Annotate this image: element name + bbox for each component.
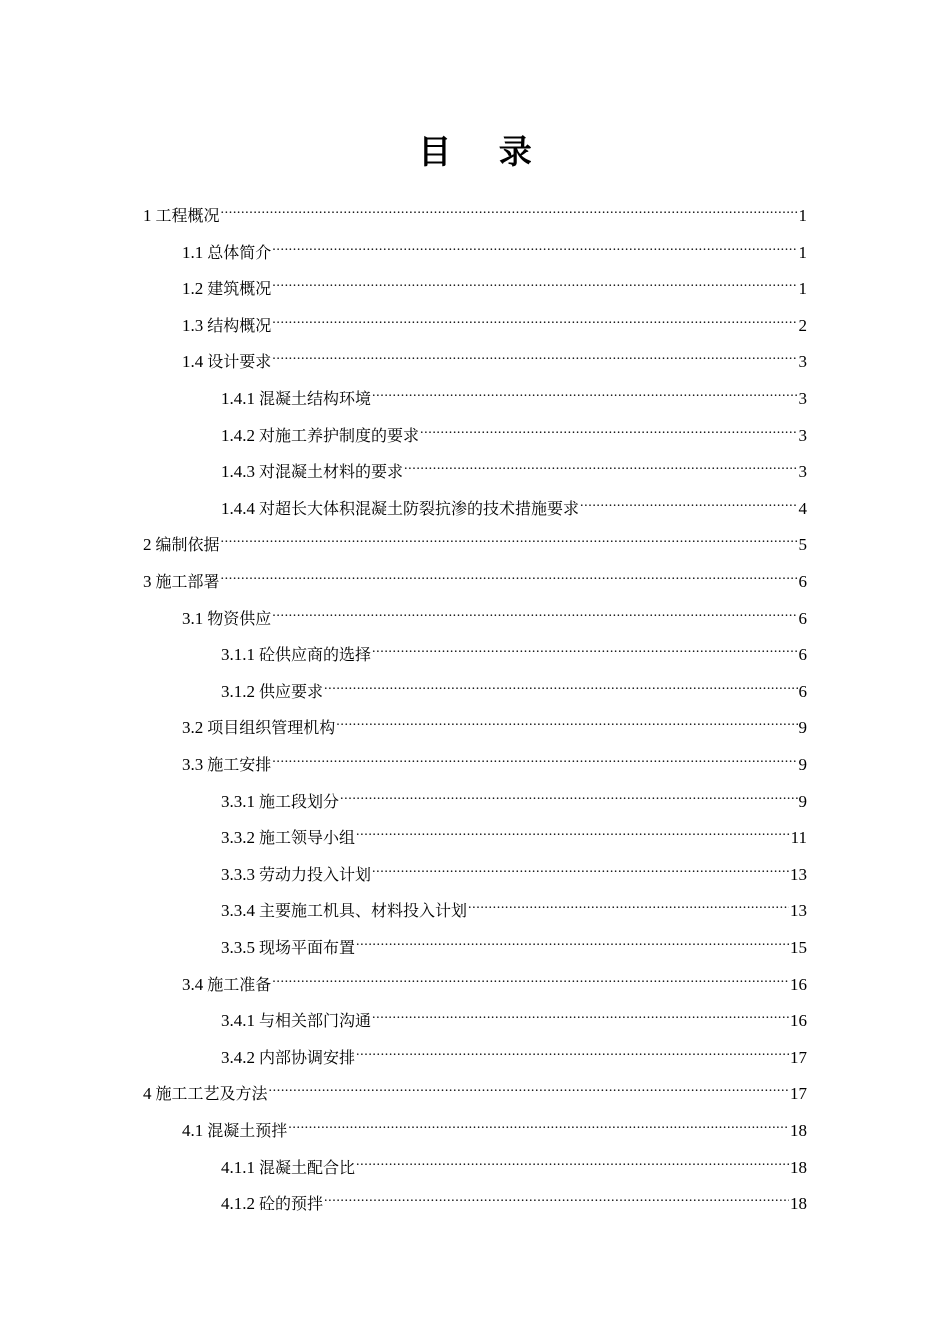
toc-entry-number: 4.1.1 xyxy=(221,1157,255,1177)
toc-entry[interactable] xyxy=(221,781,807,811)
toc-entry-number: 4.1.2 xyxy=(221,1194,255,1214)
toc-entry-number: 1.3 xyxy=(182,315,204,335)
toc-entry-title: 施工安排 xyxy=(207,755,272,774)
toc-entry-title: 施工准备 xyxy=(207,974,272,994)
toc-entry[interactable] xyxy=(182,232,807,262)
toc-entry-number: 3.1.2 xyxy=(221,681,255,701)
toc-entry[interactable] xyxy=(221,1147,807,1177)
toc-entry-number: 1.4.4 xyxy=(221,498,255,518)
toc-entry[interactable] xyxy=(182,268,807,299)
toc-entry-page-number: 16 xyxy=(790,1011,807,1031)
toc-entry[interactable] xyxy=(221,671,807,701)
dot-leader xyxy=(356,1147,789,1173)
toc-entry-page-number: 5 xyxy=(798,535,807,555)
dot-leader xyxy=(372,378,797,404)
toc-entry-page-number: 17 xyxy=(790,1084,807,1104)
dot-leader xyxy=(288,1110,789,1136)
dot-leader xyxy=(272,598,797,624)
toc-entry-number: 3.3 xyxy=(182,755,204,774)
toc-entry-title: 施工段划分 xyxy=(259,791,340,811)
dot-leader xyxy=(372,1000,789,1026)
toc-entry-page-number: 6 xyxy=(798,572,807,591)
dot-leader xyxy=(356,817,790,843)
page-title: 目 录 xyxy=(418,132,550,171)
toc-entry[interactable] xyxy=(221,927,807,957)
toc-entry-page-number: 3 xyxy=(798,389,807,408)
toc-entry-title: 编制依据 xyxy=(155,535,220,555)
toc-entry-page-number: 13 xyxy=(790,901,807,921)
toc-entry-title: 与相关部门沟通 xyxy=(259,1011,372,1031)
toc-entry-title: 现场平面布置 xyxy=(259,938,356,957)
toc-entry-page-number: 3 xyxy=(798,352,807,372)
toc-entry-page-number: 1 xyxy=(798,206,807,225)
dot-leader xyxy=(404,451,797,477)
toc-entry[interactable] xyxy=(221,1000,807,1031)
toc-entry[interactable] xyxy=(221,1183,807,1214)
dot-leader xyxy=(272,305,797,331)
toc-entry-title: 设计要求 xyxy=(207,352,272,372)
toc-entry-title: 项目组织管理机构 xyxy=(207,718,336,738)
toc-entry-number: 3 xyxy=(143,572,152,591)
dot-leader xyxy=(356,927,789,953)
toc-entry-title: 对混凝土材料的要求 xyxy=(259,462,404,482)
toc-entry-page-number: 18 xyxy=(790,1194,807,1214)
toc-entry-page-number: 6 xyxy=(798,645,807,665)
dot-leader xyxy=(324,671,797,697)
dot-leader xyxy=(420,415,797,441)
toc-entry[interactable] xyxy=(221,378,807,408)
toc-entry-page-number: 18 xyxy=(790,1121,807,1140)
toc-entry-page-number: 9 xyxy=(798,755,807,774)
toc-entry-title: 施工领导小组 xyxy=(259,828,356,848)
toc-entry-number: 3.3.2 xyxy=(221,828,255,848)
toc-entry-page-number: 13 xyxy=(790,864,807,884)
toc-entry-title: 物资供应 xyxy=(207,608,272,628)
toc-entry[interactable] xyxy=(221,415,807,445)
toc-entry-page-number: 9 xyxy=(798,791,807,811)
toc-entry-number: 4 xyxy=(143,1084,152,1104)
toc-entry-number: 3.4.2 xyxy=(221,1047,255,1067)
toc-entry-page-number: 6 xyxy=(798,681,807,701)
dot-leader xyxy=(272,744,797,770)
dot-leader xyxy=(336,707,797,733)
toc-entry-title: 混凝土配合比 xyxy=(259,1157,356,1177)
toc-entry-page-number: 3 xyxy=(798,425,807,445)
toc-entry-page-number: 18 xyxy=(790,1157,807,1177)
toc-entry-number: 1.1 xyxy=(182,242,204,262)
toc-entry-number: 1.2 xyxy=(182,279,204,299)
toc-entry[interactable] xyxy=(143,561,807,591)
toc-entry[interactable] xyxy=(221,488,807,518)
dot-leader xyxy=(356,1037,789,1063)
toc-entry[interactable] xyxy=(143,195,807,225)
toc-entry-page-number: 3 xyxy=(798,462,807,482)
dot-leader xyxy=(324,1183,789,1209)
dot-leader xyxy=(272,268,797,294)
toc-entry[interactable] xyxy=(221,817,807,848)
toc-entry-page-number: 4 xyxy=(798,498,807,518)
toc-entry-title: 砼的预拌 xyxy=(259,1194,324,1214)
toc-entry-page-number: 11 xyxy=(790,828,807,848)
toc-entry[interactable] xyxy=(221,634,807,665)
toc-entry-number: 3.1 xyxy=(182,608,204,628)
toc-entry-title: 混凝土预拌 xyxy=(207,1121,288,1140)
toc-entry-page-number: 16 xyxy=(790,974,807,994)
toc-entry[interactable] xyxy=(221,451,807,482)
toc-entry-number: 3.2 xyxy=(182,718,204,738)
toc-entry-page-number: 6 xyxy=(798,608,807,628)
toc-entry-title: 对施工养护制度的要求 xyxy=(259,425,420,445)
dot-leader xyxy=(221,195,798,221)
toc-entry[interactable] xyxy=(182,1110,807,1140)
toc-entry-page-number: 1 xyxy=(798,242,807,262)
dot-leader xyxy=(272,341,797,367)
toc-entry-number: 1.4.3 xyxy=(221,462,255,482)
dot-leader xyxy=(580,488,797,514)
toc-entry-number: 3.3.5 xyxy=(221,938,255,957)
toc-entry-title: 总体简介 xyxy=(207,242,272,262)
toc-entry-title: 施工工艺及方法 xyxy=(155,1084,268,1104)
toc-entry-number: 3.4.1 xyxy=(221,1011,255,1031)
dot-leader xyxy=(221,561,798,587)
dot-leader xyxy=(372,634,797,660)
toc-entry[interactable] xyxy=(182,707,807,738)
toc-entry-number: 3.4 xyxy=(182,974,204,994)
toc-entry-page-number: 9 xyxy=(798,718,807,738)
toc-entry[interactable] xyxy=(143,524,807,555)
toc-entry-title: 劳动力投入计划 xyxy=(259,864,372,884)
toc-entry-page-number: 15 xyxy=(790,938,807,957)
toc-entry-number: 1.4.2 xyxy=(221,425,255,445)
toc-entry[interactable] xyxy=(182,744,807,774)
toc-entry[interactable] xyxy=(182,305,807,335)
toc-entry-title: 混凝土结构环境 xyxy=(259,389,372,408)
toc-entry[interactable] xyxy=(182,598,807,628)
dot-leader xyxy=(272,232,797,258)
toc-entry-title: 工程概况 xyxy=(155,206,220,225)
toc-entry-page-number: 1 xyxy=(798,279,807,299)
toc-entry-title: 建筑概况 xyxy=(207,279,272,299)
toc-entry-number: 4.1 xyxy=(182,1121,204,1140)
toc-entry-title: 施工部署 xyxy=(155,572,220,591)
toc-entry[interactable] xyxy=(221,854,807,884)
toc-entry[interactable] xyxy=(182,341,807,372)
toc-entry[interactable] xyxy=(182,964,807,994)
toc-entry-number: 3.1.1 xyxy=(221,645,255,665)
dot-leader xyxy=(272,964,789,990)
dot-leader xyxy=(269,1073,789,1099)
toc-entry-title: 结构概况 xyxy=(207,315,272,335)
toc-entry-title: 内部协调安排 xyxy=(259,1047,356,1067)
dot-leader xyxy=(468,890,789,916)
dot-leader xyxy=(340,781,797,807)
toc-entry-page-number: 2 xyxy=(798,315,807,335)
toc-entry-title: 砼供应商的选择 xyxy=(259,645,372,665)
toc-entry-number: 1 xyxy=(143,206,152,225)
toc-entry-title: 主要施工机具、材料投入计划 xyxy=(259,901,468,921)
dot-leader xyxy=(221,524,798,550)
toc-entry-number: 3.3.4 xyxy=(221,901,255,921)
toc-entry-title: 供应要求 xyxy=(259,681,324,701)
toc-entry[interactable] xyxy=(143,1073,807,1104)
toc-entry-number: 1.4 xyxy=(182,352,204,372)
dot-leader xyxy=(372,854,789,880)
toc-entry-number: 2 xyxy=(143,535,152,555)
toc-entry-title: 对超长大体积混凝土防裂抗渗的技术措施要求 xyxy=(259,498,580,518)
toc-entry-number: 1.4.1 xyxy=(221,389,255,408)
toc-entry-number: 3.3.3 xyxy=(221,864,255,884)
toc-entry[interactable] xyxy=(221,1037,807,1067)
toc-entry-page-number: 17 xyxy=(790,1047,807,1067)
toc-entry[interactable] xyxy=(221,890,807,921)
toc-entry-number: 3.3.1 xyxy=(221,791,255,811)
